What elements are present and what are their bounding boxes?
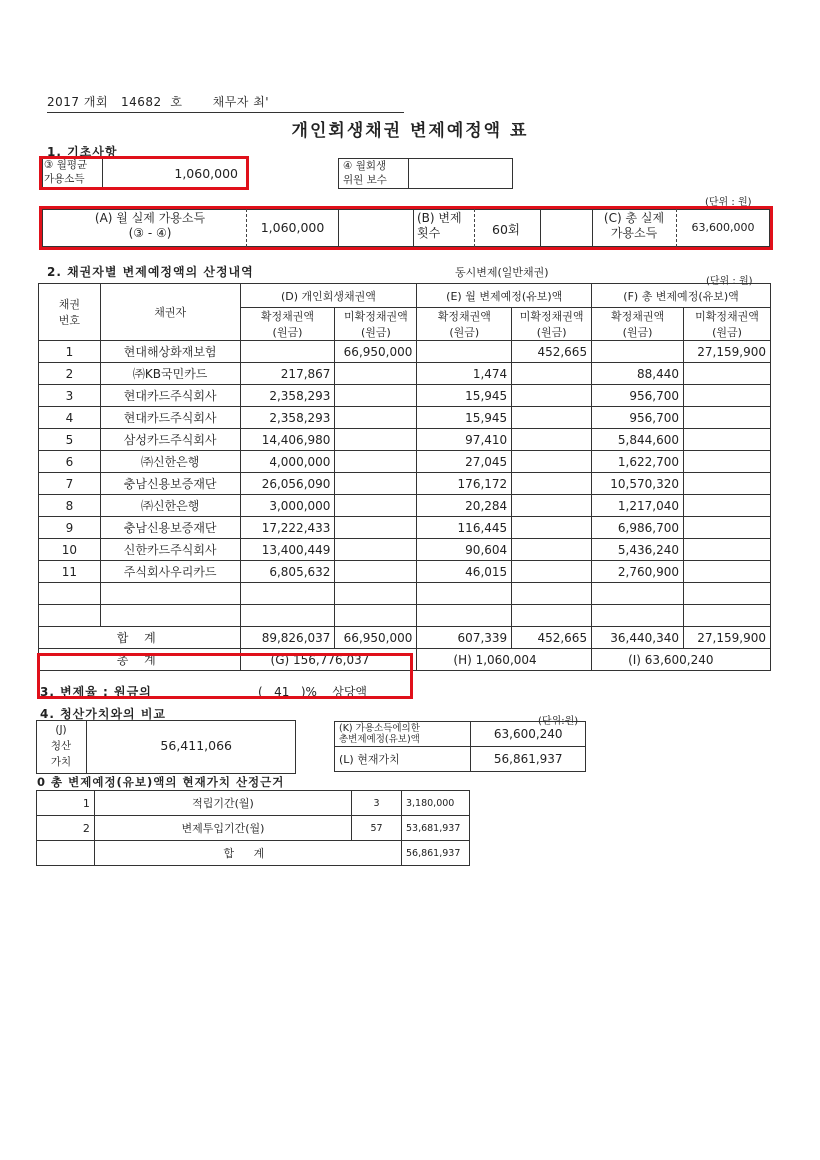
sum-e1: 607,339 bbox=[417, 627, 512, 649]
row-no: 10 bbox=[39, 539, 101, 561]
row-d-confirmed: 6,805,632 bbox=[240, 561, 335, 583]
row-f-unconfirmed bbox=[683, 495, 770, 517]
row-e-unconfirmed bbox=[512, 429, 592, 451]
b-value: 60회 bbox=[492, 222, 520, 237]
present-value-rows bbox=[37, 791, 470, 841]
section2-subtitle: 동시변제(일반채권) bbox=[455, 266, 549, 279]
th-creditor: 채권자 bbox=[100, 284, 240, 341]
row-no: 5 bbox=[39, 429, 101, 451]
row-e-unconfirmed bbox=[512, 539, 592, 561]
row-e-confirmed: 15,945 bbox=[417, 407, 512, 429]
row-d-unconfirmed bbox=[335, 605, 417, 627]
row-e-unconfirmed bbox=[512, 561, 592, 583]
header-debtor: 채무자 최' bbox=[212, 95, 270, 109]
row-f-unconfirmed bbox=[683, 605, 770, 627]
section1-unit: (단위 : 원) bbox=[705, 197, 752, 208]
th-d: (D) 개인회생채권액 bbox=[240, 284, 417, 308]
j-label: (J) 청산 가치 bbox=[50, 724, 72, 768]
row-creditor: 충남신용보증재단 bbox=[100, 517, 240, 539]
row-no: 11 bbox=[39, 561, 101, 583]
table-row bbox=[39, 517, 771, 539]
sum-d1: 89,826,037 bbox=[240, 627, 335, 649]
th-f-unconfirmed: 미확정채권액 (원금) bbox=[683, 308, 770, 341]
row-d-unconfirmed bbox=[335, 539, 417, 561]
pv-row-months: 3 bbox=[352, 791, 402, 816]
section4-label: 4. 청산가치와의 비교 bbox=[40, 707, 167, 721]
header-underline bbox=[47, 112, 404, 113]
highlight-avg-income bbox=[39, 156, 249, 190]
pv-row-no: 1 bbox=[37, 791, 95, 816]
row-f-unconfirmed bbox=[683, 473, 770, 495]
b-label: (B) 변제 횟수 bbox=[417, 211, 462, 240]
row-creditor bbox=[100, 605, 240, 627]
row-d-confirmed: 26,056,090 bbox=[240, 473, 335, 495]
liquidation-divider bbox=[86, 720, 87, 774]
row-no: 8 bbox=[39, 495, 101, 517]
list-item bbox=[37, 791, 470, 816]
row-creditor: 주식회사우리카드 bbox=[100, 561, 240, 583]
row-no: 9 bbox=[39, 517, 101, 539]
row-f-unconfirmed bbox=[683, 429, 770, 451]
row-no bbox=[39, 605, 101, 627]
list-item bbox=[37, 816, 470, 841]
row-f-confirmed: 6,986,700 bbox=[592, 517, 684, 539]
row-e-confirmed bbox=[417, 605, 512, 627]
row-creditor: 신한카드주식회사 bbox=[100, 539, 240, 561]
row-d-confirmed bbox=[240, 341, 335, 363]
row-f-confirmed: 956,700 bbox=[592, 407, 684, 429]
th-f: (F) 총 변제예정(유보)액 bbox=[592, 284, 771, 308]
row-creditor: 현대카드주식회사 bbox=[100, 407, 240, 429]
row-f-confirmed: 1,622,700 bbox=[592, 451, 684, 473]
row-d-confirmed: 4,000,000 bbox=[240, 451, 335, 473]
k-label: (K) 가용소득에의한 총변제예정(유보)액 bbox=[335, 722, 471, 747]
row-no: 1 bbox=[39, 341, 101, 363]
row-f-confirmed bbox=[592, 583, 684, 605]
row-f-confirmed: 10,570,320 bbox=[592, 473, 684, 495]
table-row bbox=[39, 385, 771, 407]
row-f-unconfirmed bbox=[683, 583, 770, 605]
row-f-confirmed bbox=[592, 341, 684, 363]
avg-income-label: ③ 월평균 가용소득 bbox=[44, 159, 88, 185]
pv-sum-row bbox=[37, 841, 470, 866]
rate-open: ( bbox=[258, 685, 263, 699]
row-d-confirmed: 217,867 bbox=[240, 363, 335, 385]
row-d-confirmed: 13,400,449 bbox=[240, 539, 335, 561]
row-f-unconfirmed bbox=[683, 363, 770, 385]
header-case-suffix: 호 bbox=[170, 95, 183, 109]
row-e-confirmed: 20,284 bbox=[417, 495, 512, 517]
table-row bbox=[39, 429, 771, 451]
a-value: 1,060,000 bbox=[260, 220, 325, 235]
row-f-confirmed: 2,760,900 bbox=[592, 561, 684, 583]
th-e-unconfirmed: 미확정채권액 (원금) bbox=[512, 308, 592, 341]
section5-label: 0 총 변제예정(유보)액의 현재가치 산정근거 bbox=[37, 775, 285, 789]
row-e-confirmed: 27,045 bbox=[417, 451, 512, 473]
present-value-table bbox=[36, 790, 470, 866]
c-label: (C) 총 실제 가용소득 bbox=[603, 211, 665, 240]
table-row bbox=[39, 539, 771, 561]
page-title: 개인회생채권 변제예정액 표 bbox=[291, 121, 529, 141]
row-f-unconfirmed bbox=[683, 385, 770, 407]
row-no: 3 bbox=[39, 385, 101, 407]
row-f-confirmed: 5,436,240 bbox=[592, 539, 684, 561]
row-e-confirmed: 1,474 bbox=[417, 363, 512, 385]
row-e-confirmed bbox=[417, 341, 512, 363]
row-d-unconfirmed bbox=[335, 385, 417, 407]
row-e-unconfirmed bbox=[512, 495, 592, 517]
section2-unit: (단위 : 원) bbox=[706, 276, 753, 287]
row-creditor bbox=[100, 583, 240, 605]
creditor-table bbox=[38, 283, 771, 671]
row-d-unconfirmed bbox=[335, 517, 417, 539]
row-f-confirmed: 5,844,600 bbox=[592, 429, 684, 451]
l-label: (L) 현재가치 bbox=[335, 747, 471, 772]
row-d-confirmed: 17,222,433 bbox=[240, 517, 335, 539]
table-row bbox=[39, 583, 771, 605]
row-e-unconfirmed bbox=[512, 605, 592, 627]
row-creditor: 현대해상화재보험 bbox=[100, 341, 240, 363]
row-creditor: ㈜신한은행 bbox=[100, 495, 240, 517]
section4-unit: (단위:원) bbox=[538, 716, 579, 727]
row-creditor: ㈜KB국민카드 bbox=[100, 363, 240, 385]
row-f-unconfirmed bbox=[683, 407, 770, 429]
k-value: 63,600,240 bbox=[471, 722, 586, 747]
row-d-unconfirmed bbox=[335, 363, 417, 385]
table-row bbox=[39, 561, 771, 583]
th-f-confirmed: 확정채권액 (원금) bbox=[592, 308, 684, 341]
trustee-fee-divider bbox=[408, 158, 409, 189]
row-no: 4 bbox=[39, 407, 101, 429]
comparison-table bbox=[334, 721, 586, 772]
row-e-unconfirmed bbox=[512, 451, 592, 473]
row-creditor: ㈜신한은행 bbox=[100, 451, 240, 473]
th-no: 채권 번호 bbox=[39, 284, 101, 341]
total-label: 총 계 bbox=[39, 649, 241, 671]
section2-label: 2. 채권자별 변제예정액의 산정내역 bbox=[47, 265, 254, 279]
row-e-confirmed bbox=[417, 583, 512, 605]
row-d-confirmed: 3,000,000 bbox=[240, 495, 335, 517]
sum-d2: 66,950,000 bbox=[335, 627, 417, 649]
row-e-unconfirmed bbox=[512, 517, 592, 539]
avg-income-value: 1,060,000 bbox=[174, 166, 238, 181]
row-d-unconfirmed bbox=[335, 451, 417, 473]
row-e-unconfirmed bbox=[512, 407, 592, 429]
a-label: (A) 월 실제 가용소득 (③ - ④) bbox=[94, 211, 206, 240]
row-d-unconfirmed bbox=[335, 561, 417, 583]
pv-row-name: 적립기간(월) bbox=[94, 791, 351, 816]
table-row bbox=[39, 341, 771, 363]
pv-row-amount: 3,180,000 bbox=[401, 791, 469, 816]
row-d-unconfirmed bbox=[335, 407, 417, 429]
table-row bbox=[39, 363, 771, 385]
row-d-unconfirmed bbox=[335, 495, 417, 517]
pv-sum-value: 56,861,937 bbox=[401, 841, 469, 866]
th-e: (E) 월 변제예정(유보)액 bbox=[417, 284, 592, 308]
th-d-unconfirmed: 미확정채권액 (원금) bbox=[335, 308, 417, 341]
row-no: 6 bbox=[39, 451, 101, 473]
total-i: (I) 63,600,240 bbox=[592, 649, 771, 671]
pv-row-no: 2 bbox=[37, 816, 95, 841]
sum-f2: 27,159,900 bbox=[683, 627, 770, 649]
row-d-confirmed: 2,358,293 bbox=[240, 385, 335, 407]
th-e-confirmed: 확정채권액 (원금) bbox=[417, 308, 512, 341]
pv-sum-blank bbox=[37, 841, 95, 866]
pv-row-months: 57 bbox=[352, 816, 402, 841]
row-e-unconfirmed bbox=[512, 363, 592, 385]
section3-label: 3. 변제율 : 원금의 bbox=[40, 685, 152, 699]
table-row bbox=[39, 407, 771, 429]
row-no: 2 bbox=[39, 363, 101, 385]
row-f-confirmed: 88,440 bbox=[592, 363, 684, 385]
creditor-rows bbox=[39, 341, 771, 627]
highlight-total-rate bbox=[37, 653, 413, 699]
row-creditor: 충남신용보증재단 bbox=[100, 473, 240, 495]
row-d-unconfirmed bbox=[335, 473, 417, 495]
rate-suffix: 상당액 bbox=[332, 685, 368, 699]
document-header bbox=[47, 93, 269, 110]
row-f-unconfirmed bbox=[683, 451, 770, 473]
row-e-confirmed: 97,410 bbox=[417, 429, 512, 451]
total-g: (G) 156,776,037 bbox=[240, 649, 417, 671]
row-f-unconfirmed bbox=[683, 561, 770, 583]
row-creditor: 삼성카드주식회사 bbox=[100, 429, 240, 451]
header-year: 2017 개회 bbox=[47, 95, 109, 109]
row-e-unconfirmed: 452,665 bbox=[512, 341, 592, 363]
row-no: 7 bbox=[39, 473, 101, 495]
row-e-unconfirmed bbox=[512, 473, 592, 495]
row-d-unconfirmed bbox=[335, 429, 417, 451]
row-e-unconfirmed bbox=[512, 385, 592, 407]
row-d-unconfirmed: 66,950,000 bbox=[335, 341, 417, 363]
table-row bbox=[39, 495, 771, 517]
th-d-confirmed: 확정채권액 (원금) bbox=[240, 308, 335, 341]
row-d-confirmed bbox=[240, 605, 335, 627]
pv-sum-label: 합 계 bbox=[94, 841, 401, 866]
row-d-confirmed bbox=[240, 583, 335, 605]
trustee-fee-label: ④ 월회생 위원 보수 bbox=[343, 160, 387, 186]
row-f-unconfirmed bbox=[683, 539, 770, 561]
row-e-confirmed: 90,604 bbox=[417, 539, 512, 561]
row-d-unconfirmed bbox=[335, 583, 417, 605]
row-f-confirmed: 956,700 bbox=[592, 385, 684, 407]
header-case-no: 14682 bbox=[121, 95, 162, 109]
j-value: 56,411,066 bbox=[160, 738, 232, 753]
row-d-confirmed: 14,406,980 bbox=[240, 429, 335, 451]
pv-row-name: 변제투입기간(월) bbox=[94, 816, 351, 841]
table-row bbox=[39, 605, 771, 627]
rate-value: 41 bbox=[274, 685, 290, 699]
highlight-monthly-income bbox=[39, 206, 773, 250]
row-e-confirmed: 46,015 bbox=[417, 561, 512, 583]
sum-f1: 36,440,340 bbox=[592, 627, 684, 649]
row-f-confirmed bbox=[592, 605, 684, 627]
row-f-unconfirmed bbox=[683, 517, 770, 539]
sum-row bbox=[39, 627, 771, 649]
l-value: 56,861,937 bbox=[471, 747, 586, 772]
sum-e2: 452,665 bbox=[512, 627, 592, 649]
row-d-confirmed: 2,358,293 bbox=[240, 407, 335, 429]
c-value: 63,600,000 bbox=[691, 221, 755, 234]
row-f-unconfirmed: 27,159,900 bbox=[683, 341, 770, 363]
rate-close: )% bbox=[300, 685, 317, 699]
row-f-confirmed: 1,217,040 bbox=[592, 495, 684, 517]
sum-label: 합 계 bbox=[39, 627, 241, 649]
row-no bbox=[39, 583, 101, 605]
row-e-confirmed: 15,945 bbox=[417, 385, 512, 407]
row-e-confirmed: 116,445 bbox=[417, 517, 512, 539]
section1-label: 1. 기초사항 bbox=[47, 145, 118, 159]
table-row bbox=[39, 473, 771, 495]
row-e-confirmed: 176,172 bbox=[417, 473, 512, 495]
row-creditor: 현대카드주식회사 bbox=[100, 385, 240, 407]
row-e-unconfirmed bbox=[512, 583, 592, 605]
table-row bbox=[39, 451, 771, 473]
pv-row-amount: 53,681,937 bbox=[401, 816, 469, 841]
total-h: (H) 1,060,004 bbox=[417, 649, 592, 671]
